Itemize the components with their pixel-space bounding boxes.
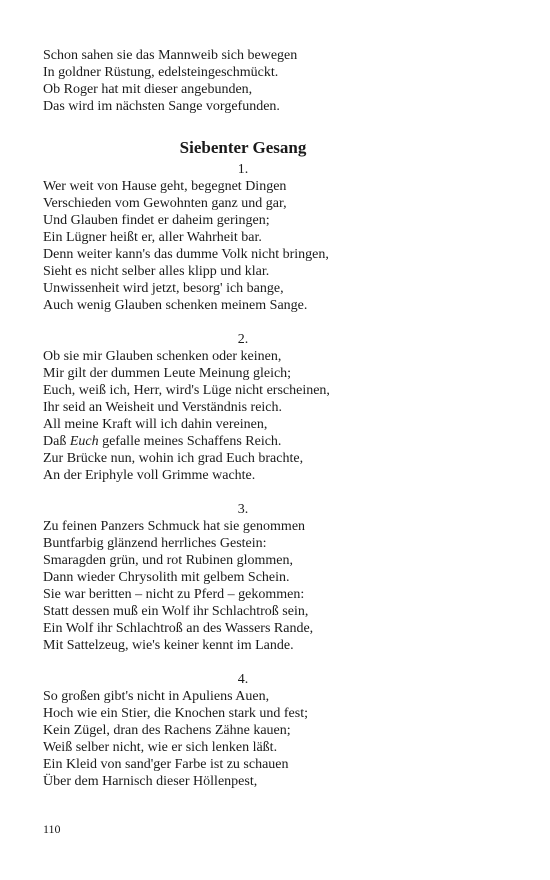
stanza-3 xyxy=(43,501,443,654)
verse-line: Verschieden vom Gewohnten ganz und gar, xyxy=(43,196,287,211)
verse-line: Hoch wie ein Stier, die Knochen stark und fest; xyxy=(43,706,308,721)
chapter-heading: Siebenter Gesang xyxy=(179,138,307,157)
verse-line: Das wird im nächsten Sange vorgefunden. xyxy=(43,99,280,114)
verse-line-with-emphasis xyxy=(43,433,443,450)
verse-line: Kein Zügel, dran des Rachens Zähne kauen; xyxy=(43,723,291,738)
stanza-spacer xyxy=(43,314,443,331)
verse-line: Zur Brücke nun, wohin ich grad Euch brachte, xyxy=(43,451,304,466)
verse-line: Wer weit von Hause geht, begegnet Dingen xyxy=(43,179,287,194)
verse-line: So großen gibt's nicht in Apuliens Auen, xyxy=(43,689,270,704)
verse-line: Smaragden grün, und rot Rubinen glommen, xyxy=(43,553,294,568)
stanza-number: 1. xyxy=(237,162,249,177)
verse-line: Auch wenig Glauben schenken meinem Sange. xyxy=(43,298,308,313)
stanza-2 xyxy=(43,331,443,484)
verse-line: Sieht es nicht selber alles klipp und klar. xyxy=(43,264,270,279)
verse-line: Über dem Harnisch dieser Höllenpest, xyxy=(43,774,258,789)
verse-line: Zu feinen Panzers Schmuck hat sie genommen xyxy=(43,519,306,534)
verse-line: Dann wieder Chrysolith mit gelbem Schein. xyxy=(43,570,290,585)
verse-line: Ein Wolf ihr Schlachtroß an des Wassers Rande, xyxy=(43,621,314,636)
stanza-1 xyxy=(43,161,443,314)
stanza-number: 4. xyxy=(237,672,249,687)
verse-line: In goldner Rüstung, edelsteingeschmückt. xyxy=(43,65,279,80)
verse-line: An der Eriphyle voll Grimme wachte. xyxy=(43,468,256,483)
stanza-spacer xyxy=(43,654,443,671)
verse-line: Unwissenheit wird jetzt, besorg' ich bange, xyxy=(43,281,284,296)
verse-line: Euch, weiß ich, Herr, wird's Lüge nicht erscheinen, xyxy=(43,383,330,398)
verse-fragment: Daß xyxy=(43,434,70,449)
page-number: 110 xyxy=(43,822,61,836)
stanza-number: 3. xyxy=(237,502,249,517)
verse-line: Statt dessen muß ein Wolf ihr Schlachtroß sein, xyxy=(43,604,309,619)
verse-line: Ein Lügner heißt er, aller Wahrheit bar. xyxy=(43,230,262,245)
verse-line: Buntfarbig glänzend herrliches Gestein: xyxy=(43,536,267,551)
verse-line: Mit Sattelzeug, wie's keiner kennt im Lande. xyxy=(43,638,294,653)
intro-stanza xyxy=(43,47,443,115)
emphasized-word: Euch xyxy=(69,434,99,449)
verse-line: Sie war beritten – nicht zu Pferd – gekommen: xyxy=(43,587,305,602)
verse-line: Ob sie mir Glauben schenken oder keinen, xyxy=(43,349,282,364)
page-body xyxy=(43,47,443,790)
verse-line: Denn weiter kann's das dumme Volk nicht bringen, xyxy=(43,247,329,262)
verse-line: Ihr seid an Weisheit und Verständnis reich. xyxy=(43,400,283,415)
verse-fragment: gefalle meines Schaffens Reich. xyxy=(98,434,282,449)
verse-line: Und Glauben findet er daheim geringen; xyxy=(43,213,270,228)
verse-line: Schon sahen sie das Mannweib sich bewegen xyxy=(43,48,298,63)
verse-line: Ein Kleid von sand'ger Farbe ist zu schauen xyxy=(43,757,289,772)
stanza-number: 2. xyxy=(237,332,249,347)
verse-line: Mir gilt der dummen Leute Meinung gleich; xyxy=(43,366,292,381)
verse-line: Weiß selber nicht, wie er sich lenken läßt. xyxy=(43,740,278,755)
stanza-4 xyxy=(43,671,443,790)
verse-line: All meine Kraft will ich dahin vereinen, xyxy=(43,417,268,432)
stanza-spacer xyxy=(43,484,443,501)
verse-line: Ob Roger hat mit dieser angebunden, xyxy=(43,82,253,97)
